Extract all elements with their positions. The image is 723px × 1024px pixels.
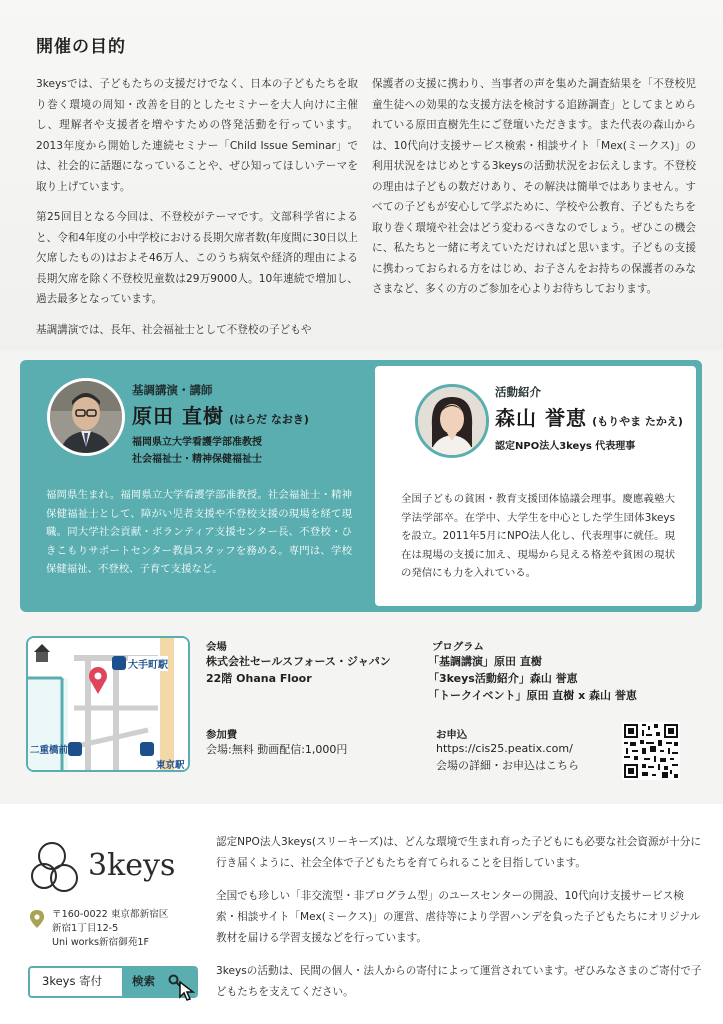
address-line-3: Uni works新宿御苑1F <box>52 937 150 948</box>
cursor-icon <box>178 980 196 1002</box>
search-input[interactable]: 3keys 寄付 <box>42 974 103 988</box>
logo-text: 3keys <box>88 848 176 883</box>
map-station-tokyo: 東京駅 <box>156 760 185 771</box>
purpose-paragraph-2: 第25回目となる今回は、不登校がテーマです。文部科学省によると、令和4年度の小中学校における長期欠席者数(年度間に30日以上欠席したもの)はおよそ46万人、このうち病気や経済的理由による長期欠席を除く不登校児童数は29万9000人。10年連続で増加し、過去最多となっています。 <box>36 211 358 305</box>
footer-description <box>216 832 702 1003</box>
activity-affiliation: 認定NPO法人3keys 代表理事 <box>495 441 636 452</box>
purpose-paragraph-3: 基調講演では、長年、社会福祉士として不登校の子どもや <box>36 323 312 336</box>
portrait-harada-icon <box>50 381 122 453</box>
keynote-bio: 福岡県生まれ。福岡県立大学看護学部准教授。社会福祉士・精神保健福祉士として、障がい児者支援や不登校支援の現場を経て現職。同大学社会貢献・ボランティア支援センター長、不登校・ひきこもりサポートセンター教員スタッフを務める。専門は、学校保健福祉、不登校、子育て支援など。 <box>46 489 352 575</box>
qr-code[interactable] <box>622 722 680 780</box>
map-station-otemachi: 大手町駅 <box>128 656 168 671</box>
speakers-panel <box>20 360 702 612</box>
map-station-nijubashimae: 二重橋前駅 <box>30 745 78 756</box>
avatar-harada <box>47 378 125 456</box>
footer-paragraph-2: 全国でも珍しい「非交流型・非プログラム型」のユースセンターの開設、10代向け支援サービス検索・相談サイト「Mex(ミークス)」の運営、虐待等により学習ハンデを負った子どもたちにオリジナル教材を届ける学習支援などを行っています。 <box>216 890 701 944</box>
section-title: 開催の目的 <box>36 37 126 57</box>
program-item-3: 「トークイベント」原田 直樹 x 森山 誉恵 <box>428 689 637 702</box>
search-button-label: 検索 <box>132 974 155 988</box>
portrait-moriyama-icon <box>418 387 486 455</box>
donation-search-box <box>28 966 198 998</box>
purpose-left-column <box>36 74 358 350</box>
activity-speaker-card <box>375 366 696 606</box>
activity-name-block <box>495 402 683 431</box>
keynote-name: 原田 直樹 <box>132 404 224 428</box>
activity-name: 森山 誉恵 <box>495 406 587 430</box>
purpose-paragraph-1: 3keysでは、子どもたちの支援だけでなく、日本の子どもたちを取り巻く環境の周知・改善を目的としたセミナーを大人向けに主催し、理解者や支援者を増やすための啓発活動を行っています。2013年度から開始した連続セミナー「Child Issue Seminar」では、社会的に話題になっていることや、ぜひ知ってほしいテーマを取り上げています。 <box>36 78 358 193</box>
apply-url-link[interactable]: https://cis25.peatix.com/ <box>436 742 573 755</box>
keynote-affiliation-2: 社会福祉士・精神保健福祉士 <box>132 454 262 465</box>
venue-line2: 22階 Ohana Floor <box>206 672 312 685</box>
program-label: プログラム <box>432 641 484 653</box>
venue-line1: 株式会社セールスフォース・ジャパン <box>206 655 391 668</box>
address-line-2: 新宿1丁目12-5 <box>52 923 119 934</box>
program-item-2: 「3keys活動紹介」森山 誉恵 <box>428 672 578 685</box>
activity-role: 活動紹介 <box>495 385 541 399</box>
apply-note: 会場の詳細・お申込はこちら <box>436 759 579 772</box>
address-line-1: 〒160-0022 東京都新宿区 <box>52 909 169 920</box>
purpose-paragraph-4: 保護者の支援に携わり、当事者の声を集めた調査結果を「不登校児童生徒への効果的な支援方法を検討する追跡調査」としてまとめられている原田直樹先生にご登壇いただきます。また代表の森山からは、10代向け支援サービス検索・相談サイト「Mex(ミークス)」の利用状況をはじめとする3keysの活動状況をお伝えします。不登校の理由は子どもの数だけあり、その解決は簡単ではありません。すべての子どもが安心して学ぶために、学校や公教育、子どもたちを取り巻く環境や社会はどう変わるべきなのでしょう。ぜひこの機会に、私たちと一緒に考えていただければと思います。子どもの支援に携わっておられる方をはじめ、お子さんをお持ちの保護者のみなさまなど、多くの方のご参加を心よりお待ちしております。 <box>372 78 696 295</box>
footer-paragraph-1: 認定NPO法人3keys(スリーキーズ)は、どんな環境で生まれ育った子どもにも必要な社会資源が十分に行き届くように、社会全体で子どもたちを育てられることを目指しています。 <box>216 836 701 869</box>
location-pin-icon <box>30 910 44 928</box>
fee-value: 会場:無料 動画配信:1,000円 <box>206 743 348 756</box>
activity-reading: (もりやま たかえ) <box>592 415 683 428</box>
program-item-1: 「基調講演」原田 直樹 <box>428 655 542 668</box>
keynote-role: 基調講演・講師 <box>132 383 213 397</box>
3keys-logo <box>30 840 190 896</box>
keynote-reading: (はらだ なおき) <box>229 413 309 426</box>
keynote-affiliation-1: 福岡県立大学看護学部准教授 <box>132 437 262 448</box>
logo-circles-icon <box>30 840 88 896</box>
fee-label: 参加費 <box>206 729 238 741</box>
activity-bio: 全国子どもの貧困・教育支援団体協議会理事。慶應義塾大学法学部卒。在学中、大学生を中心とした学生団体3keysを設立。2011年5月にNPO法人化し、代表理事に就任。現在は現場の支援に加え、現場から見える格差や貧困の現状の発信にも力を入れている。 <box>401 493 675 579</box>
qr-code-icon <box>622 722 680 780</box>
venue-map <box>26 636 190 772</box>
apply-label: お申込 <box>436 729 468 741</box>
footer-address <box>52 908 168 950</box>
avatar-moriyama <box>415 384 489 458</box>
purpose-right-column <box>372 74 696 300</box>
venue-label: 会場 <box>206 641 227 653</box>
footer-paragraph-3: 3keysの活動は、民間の個人・法人からの寄付によって運営されています。ぜひみなさまのご寄付で子どもたちを支えてください。 <box>216 965 702 998</box>
keynote-name-block <box>132 400 309 429</box>
